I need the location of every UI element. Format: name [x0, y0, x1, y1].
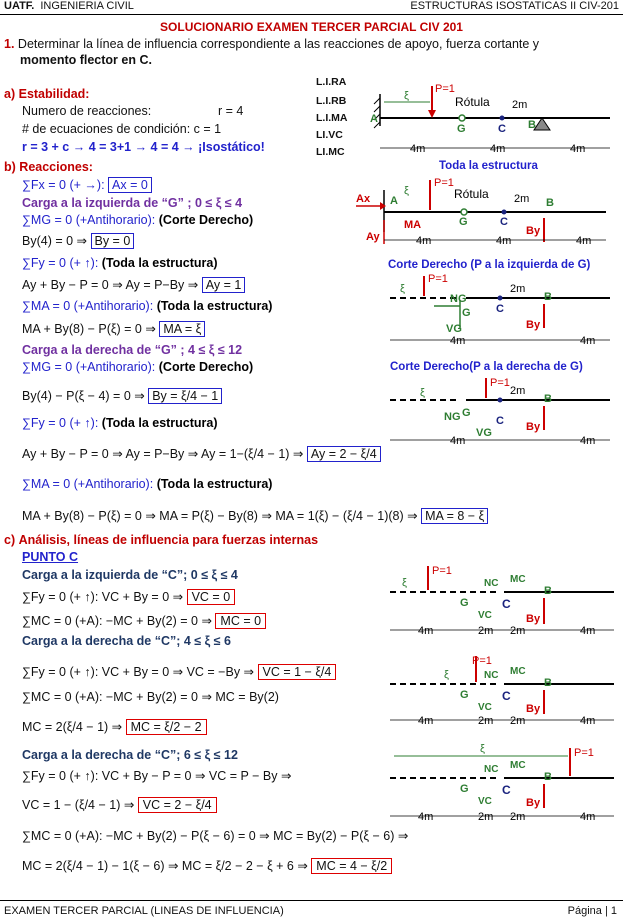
svg-text:A: A: [370, 113, 378, 125]
svg-text:Rótula: Rótula: [454, 187, 489, 201]
li-label-vc: LI.VC: [316, 129, 343, 141]
eq-ay-1: Ay + By − P = 0 ⇒ Ay = P−By ⇒ Ay = 1: [22, 277, 245, 292]
svg-text:NG: NG: [444, 411, 461, 423]
svg-text:2m: 2m: [478, 625, 494, 637]
eq-ma-val-1: MA + By(8) − P(ξ) = 0 ⇒ MA = ξ: [22, 321, 205, 336]
eq-vc-val-3: VC = 1 − (ξ/4 − 1) ⇒ VC = 2 − ξ/4: [22, 797, 217, 812]
li-label-rb: L.I.RB: [316, 95, 347, 107]
svg-text:G: G: [460, 783, 469, 795]
beam-diagram-corte-der: [380, 376, 620, 452]
svg-text:2m: 2m: [510, 283, 526, 295]
svg-text:P=1: P=1: [490, 377, 510, 389]
svg-text:G: G: [460, 597, 469, 609]
svg-text:MC: MC: [510, 666, 526, 677]
svg-text:By: By: [526, 319, 541, 331]
svg-text:ξ: ξ: [400, 283, 405, 295]
svg-text:P=1: P=1: [435, 83, 455, 95]
svg-text:B: B: [544, 771, 552, 783]
svg-text:NC: NC: [484, 578, 499, 589]
svg-text:4m: 4m: [416, 235, 432, 247]
eq-mg-2: ∑MG = 0 (+Antihorario): (Corte Derecho): [22, 360, 254, 374]
svg-text:B: B: [544, 393, 552, 405]
svg-text:G: G: [462, 307, 471, 319]
svg-text:4m: 4m: [580, 715, 596, 727]
svg-text:4m: 4m: [418, 625, 434, 637]
beam-diagram-c1: [384, 562, 620, 640]
svg-text:NC: NC: [484, 670, 499, 681]
eq-fy-1: ∑Fy = 0 (+ ↑): (Toda la estructura): [22, 256, 218, 270]
svg-text:VG: VG: [476, 427, 492, 439]
svg-text:VC: VC: [478, 610, 492, 621]
eq-ay-2: Ay + By − P = 0 ⇒ Ay = P−By ⇒ Ay = 1−(ξ/4 − 1) ⇒ Ay = 2 − ξ/4: [22, 446, 381, 461]
stability-line-1: Numero de reacciones: r = 4: [22, 104, 244, 118]
eq-fx: ∑Fx = 0 (+ →): Ax = 0: [22, 178, 152, 192]
section-a-heading: a) Estabilidad:: [4, 87, 90, 101]
beam-diagram-toda: [356, 172, 620, 256]
svg-text:VC: VC: [478, 796, 492, 807]
case-c-3: Carga a la derecha de “C”; 6 ≤ ξ ≤ 12: [22, 748, 238, 762]
eq-ma-1: ∑MA = 0 (+Antihorario): (Toda la estructura): [22, 299, 273, 313]
svg-text:G: G: [462, 407, 471, 419]
svg-text:4m: 4m: [496, 235, 512, 247]
svg-text:4m: 4m: [490, 143, 506, 155]
svg-text:4m: 4m: [450, 335, 466, 347]
eq-vc-2: ∑Fy = 0 (+ ↑): VC + By = 0 ⇒ VC = −By ⇒ VC = 1 − ξ/4: [22, 664, 336, 679]
diagram-title-corte-izq: Corte Derecho (P a la izquierda de G): [388, 259, 591, 271]
svg-text:C: C: [498, 123, 506, 135]
svg-text:G: G: [460, 689, 469, 701]
svg-text:C: C: [496, 415, 504, 427]
svg-text:C: C: [500, 216, 508, 228]
li-label-ma: L.I.MA: [316, 112, 348, 124]
svg-text:B: B: [544, 585, 552, 597]
beam-diagram-main: [370, 74, 620, 160]
svg-text:MA: MA: [404, 219, 422, 231]
svg-text:NG: NG: [450, 293, 467, 305]
eq-by-1: By(4) = 0 ⇒ By = 0: [22, 233, 134, 248]
svg-text:ξ: ξ: [444, 669, 449, 681]
svg-text:G: G: [459, 216, 468, 228]
svg-text:4m: 4m: [580, 811, 596, 823]
beam-diagram-c3: [384, 742, 620, 824]
section-b-heading: b) Reacciones:: [4, 160, 93, 174]
li-label-mc: LI.MC: [316, 146, 345, 158]
page-footer: [0, 900, 623, 920]
eq-mc-1: ∑MC = 0 (+A): −MC + By(2) = 0 ⇒ MC = 0: [22, 613, 266, 628]
svg-text:ξ: ξ: [404, 90, 409, 102]
page-header: [0, 0, 623, 15]
svg-text:4m: 4m: [580, 335, 596, 347]
svg-text:2m: 2m: [510, 811, 526, 823]
eq-by-2: By(4) − P(ξ − 4) = 0 ⇒ By = ξ/4 − 1: [22, 388, 222, 403]
svg-text:C: C: [496, 303, 504, 315]
punto-c-heading: PUNTO C: [22, 550, 79, 564]
case-c-2: Carga a la derecha de “C”; 4 ≤ ξ ≤ 6: [22, 634, 231, 648]
svg-text:VC: VC: [478, 702, 492, 713]
svg-text:ξ: ξ: [402, 577, 407, 589]
beam-diagram-corte-izq: [380, 272, 620, 356]
svg-text:4m: 4m: [450, 435, 466, 447]
eq-mc-val-2: MC = 2(ξ/4 − 1) ⇒ MC = ξ/2 − 2: [22, 719, 207, 734]
section-c-heading: c) Análisis, líneas de influencia para fuerzas internas: [4, 533, 319, 547]
svg-text:2m: 2m: [510, 385, 526, 397]
case-left-g: Carga a la izquierda de “G” ; 0 ≤ ξ ≤ 4: [22, 196, 243, 210]
page-title: SOLUCIONARIO EXAMEN TERCER PARCIAL CIV 201: [160, 20, 463, 34]
footer-left: EXAMEN TERCER PARCIAL (LINEAS DE INFLUENCIA): [4, 905, 284, 917]
svg-text:Ay: Ay: [366, 231, 380, 243]
stability-line-2: # de ecuaciones de condición: c = 1: [22, 122, 222, 136]
svg-text:C: C: [502, 689, 511, 703]
eq-vc-1: ∑Fy = 0 (+ ↑): VC + By = 0 ⇒ VC = 0: [22, 589, 235, 604]
diagram-title-corte-der: Corte Derecho(P a la derecha de G): [390, 361, 583, 373]
svg-text:MC: MC: [510, 760, 526, 771]
svg-text:4m: 4m: [580, 435, 596, 447]
li-label-ra: L.I.RA: [316, 76, 347, 88]
header-left: INGENIERIA CIVIL: [40, 0, 134, 12]
svg-text:B: B: [544, 677, 552, 689]
footer-page-number: Página | 1: [567, 905, 617, 917]
svg-text:4m: 4m: [418, 715, 434, 727]
svg-text:2m: 2m: [510, 625, 526, 637]
svg-text:ξ: ξ: [404, 185, 409, 197]
eq-ma-val-2: MA + By(8) − P(ξ) = 0 ⇒ MA = P(ξ) − By(8) ⇒ MA = 1(ξ) − (ξ/4 − 1)(8) ⇒ MA = 8 − ξ: [22, 508, 488, 523]
svg-text:By: By: [526, 225, 541, 237]
eq-mc-3: ∑MC = 0 (+A): −MC + By(2) − P(ξ − 6) = 0 ⇒ MC = By(2) − P(ξ − 6) ⇒: [22, 829, 409, 843]
svg-text:P=1: P=1: [428, 273, 448, 285]
eq-fy-2: ∑Fy = 0 (+ ↑): (Toda la estructura): [22, 416, 218, 430]
svg-text:By: By: [526, 703, 541, 715]
eq-mc-2: ∑MC = 0 (+A): −MC + By(2) = 0 ⇒ MC = By(2): [22, 690, 279, 704]
header-right: ESTRUCTURAS ISOSTATICAS II CIV-201: [410, 0, 619, 12]
eq-vc-3: ∑Fy = 0 (+ ↑): VC + By − P = 0 ⇒ VC = P − By ⇒: [22, 769, 292, 783]
svg-text:2m: 2m: [478, 811, 494, 823]
svg-text:2m: 2m: [510, 715, 526, 727]
svg-text:2m: 2m: [478, 715, 494, 727]
stability-line-3: r = 3 + c → 4 = 3+1 → 4 = 4 → ¡Isostático!: [22, 140, 265, 154]
svg-text:2m: 2m: [514, 193, 530, 205]
svg-text:Rótula: Rótula: [455, 95, 490, 109]
svg-text:4m: 4m: [576, 235, 592, 247]
problem-line-1: 1. Determinar la línea de influencia correspondiente a las reacciones de apoyo, fuerza cortante y: [4, 37, 540, 51]
svg-text:ξ: ξ: [420, 387, 425, 399]
svg-text:Ax: Ax: [356, 193, 371, 205]
svg-text:P=1: P=1: [434, 177, 454, 189]
svg-text:MC: MC: [510, 574, 526, 585]
eq-ma-2: ∑MA = 0 (+Antihorario): (Toda la estructura): [22, 477, 273, 491]
svg-text:By: By: [526, 421, 541, 433]
svg-text:C: C: [502, 597, 511, 611]
svg-text:ξ: ξ: [480, 743, 485, 755]
svg-text:By: By: [526, 797, 541, 809]
problem-line-2: momento flector en C.: [20, 53, 152, 67]
svg-text:P=1: P=1: [574, 747, 594, 759]
svg-text:B: B: [528, 119, 536, 131]
header-logo: UATF.: [4, 0, 35, 12]
case-right-g: Carga a la derecha de “G” ; 4 ≤ ξ ≤ 12: [22, 343, 243, 357]
diagram-title-toda: Toda la estructura: [439, 160, 538, 172]
svg-text:4m: 4m: [570, 143, 586, 155]
svg-text:4m: 4m: [418, 811, 434, 823]
svg-text:4m: 4m: [410, 143, 426, 155]
svg-text:2m: 2m: [512, 99, 528, 111]
svg-text:NC: NC: [484, 764, 499, 775]
svg-text:P=1: P=1: [472, 655, 492, 667]
eq-mg-1: ∑MG = 0 (+Antihorario): (Corte Derecho): [22, 213, 254, 227]
svg-text:G: G: [457, 123, 466, 135]
svg-text:C: C: [502, 783, 511, 797]
svg-text:B: B: [544, 291, 552, 303]
svg-text:By: By: [526, 613, 541, 625]
case-c-1: Carga a la izquierda de “C”; 0 ≤ ξ ≤ 4: [22, 568, 238, 582]
svg-text:P=1: P=1: [432, 565, 452, 577]
svg-text:B: B: [546, 197, 554, 209]
svg-text:A: A: [390, 195, 398, 207]
svg-text:VG: VG: [446, 323, 462, 335]
eq-mc-val-3: MC = 2(ξ/4 − 1) − 1(ξ − 6) ⇒ MC = ξ/2 − 2 − ξ + 6 ⇒ MC = 4 − ξ/2: [22, 858, 392, 873]
beam-diagram-c2: [384, 650, 620, 728]
svg-text:4m: 4m: [580, 625, 596, 637]
